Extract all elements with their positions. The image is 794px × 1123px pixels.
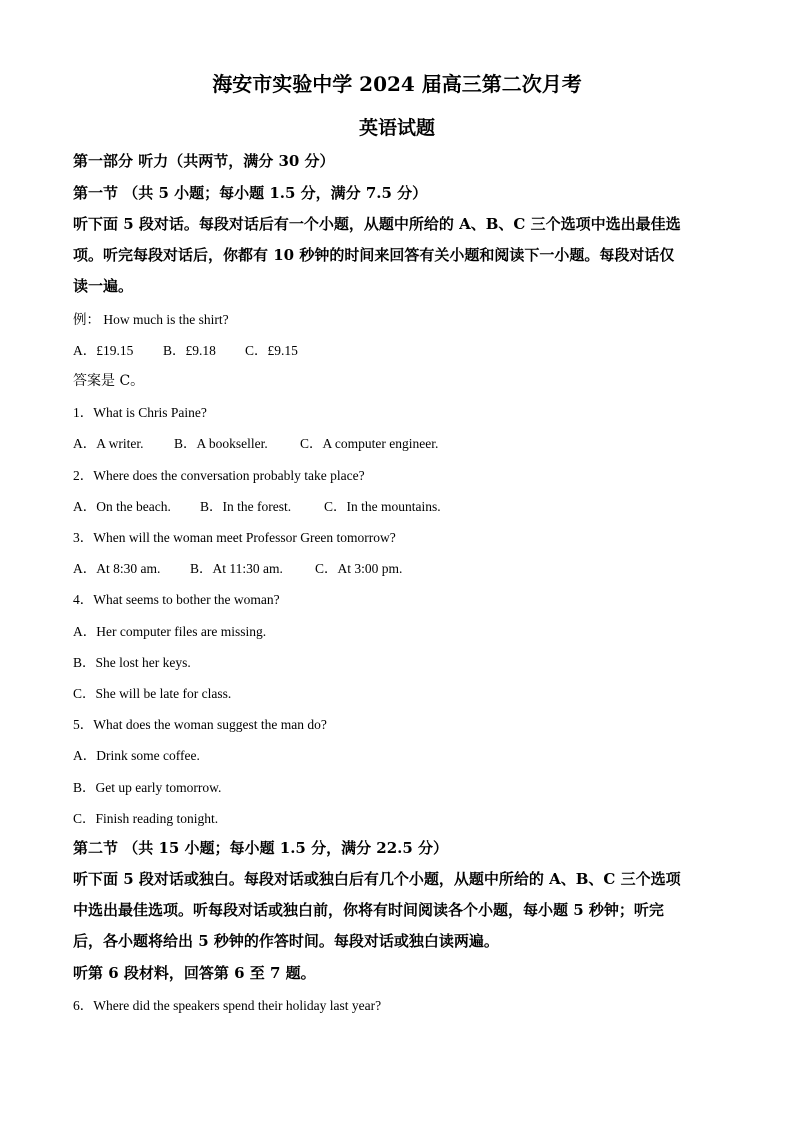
example-question: 例： How much is the shirt? bbox=[73, 312, 229, 327]
option-c: C．She will be late for class. bbox=[73, 686, 232, 701]
option-c: C．A computer engineer. bbox=[300, 436, 439, 451]
section2-instruction-line: 后，各小题将给出 5 秒钟的作答时间。每段对话或独白读两遍。 bbox=[73, 932, 499, 950]
example-options bbox=[73, 339, 298, 359]
section1-instruction-line: 听下面 5 段对话。每段对话后有一个小题，从题中所给的 A、B、C 三个选项中选出最佳选 bbox=[73, 215, 681, 233]
part1-heading: 第一部分 听力（共两节，满分 30 分） bbox=[73, 152, 335, 170]
question-4: 4．What seems to bother the woman? bbox=[73, 592, 280, 607]
option-b: B．£9.18 bbox=[163, 343, 216, 358]
section2-heading: 第二节 （共 15 小题；每小题 1.5 分，满分 22.5 分） bbox=[73, 839, 449, 857]
option-b: B．Get up early tomorrow. bbox=[73, 780, 222, 795]
option-a: A．Her computer files are missing. bbox=[73, 624, 267, 639]
example-answer: 答案是 C。 bbox=[73, 373, 145, 389]
question-2-options bbox=[73, 495, 441, 515]
option-b: B．At 11:30 am. bbox=[190, 561, 283, 576]
option-a: A．A writer. bbox=[73, 436, 144, 451]
option-a: A．£19.15 bbox=[73, 343, 134, 358]
option-a: A．Drink some coffee. bbox=[73, 748, 200, 763]
section1-instruction-line: 项。听完每段对话后，你都有 10 秒钟的时间来回答有关小题和阅读下一小题。每段对话仅 bbox=[73, 246, 675, 264]
option-a: A．On the beach. bbox=[73, 499, 171, 514]
page-title: 海安市实验中学 2024 届高三第二次月考 bbox=[212, 72, 582, 96]
option-b: B．A bookseller. bbox=[174, 436, 268, 451]
option-c: C．Finish reading tonight. bbox=[73, 811, 219, 826]
option-a: A．At 8:30 am. bbox=[73, 561, 161, 576]
material-intro: 听第 6 段材料，回答第 6 至 7 题。 bbox=[73, 964, 316, 982]
question-1: 1．What is Chris Paine? bbox=[73, 405, 207, 420]
section1-heading: 第一节 （共 5 小题；每小题 1.5 分，满分 7.5 分） bbox=[73, 184, 428, 202]
section1-instruction-line: 读一遍。 bbox=[73, 277, 134, 295]
option-b: B．She lost her keys. bbox=[73, 655, 191, 670]
section2-instruction-line: 中选出最佳选项。听每段对话或独白前，你将有时间阅读各个小题，每小题 5 秒钟；听完 bbox=[73, 901, 664, 919]
question-1-options bbox=[73, 432, 438, 452]
option-c: C．At 3:00 pm. bbox=[315, 561, 403, 576]
option-c: C．£9.15 bbox=[245, 343, 298, 358]
page-subtitle: 英语试题 bbox=[358, 117, 435, 139]
question-3-options bbox=[73, 557, 402, 577]
option-b: B．In the forest. bbox=[200, 499, 292, 514]
question-5: 5．What does the woman suggest the man do? bbox=[73, 717, 327, 732]
option-c: C．In the mountains. bbox=[324, 499, 441, 514]
section2-instruction-line: 听下面 5 段对话或独白。每段对话或独白后有几个小题，从题中所给的 A、B、C 三个选项 bbox=[73, 870, 681, 888]
question-6: 6．Where did the speakers spend their holiday last year? bbox=[73, 998, 382, 1013]
question-2: 2．Where does the conversation probably take place? bbox=[73, 468, 365, 483]
question-3: 3．When will the woman meet Professor Green tomorrow? bbox=[73, 530, 396, 545]
